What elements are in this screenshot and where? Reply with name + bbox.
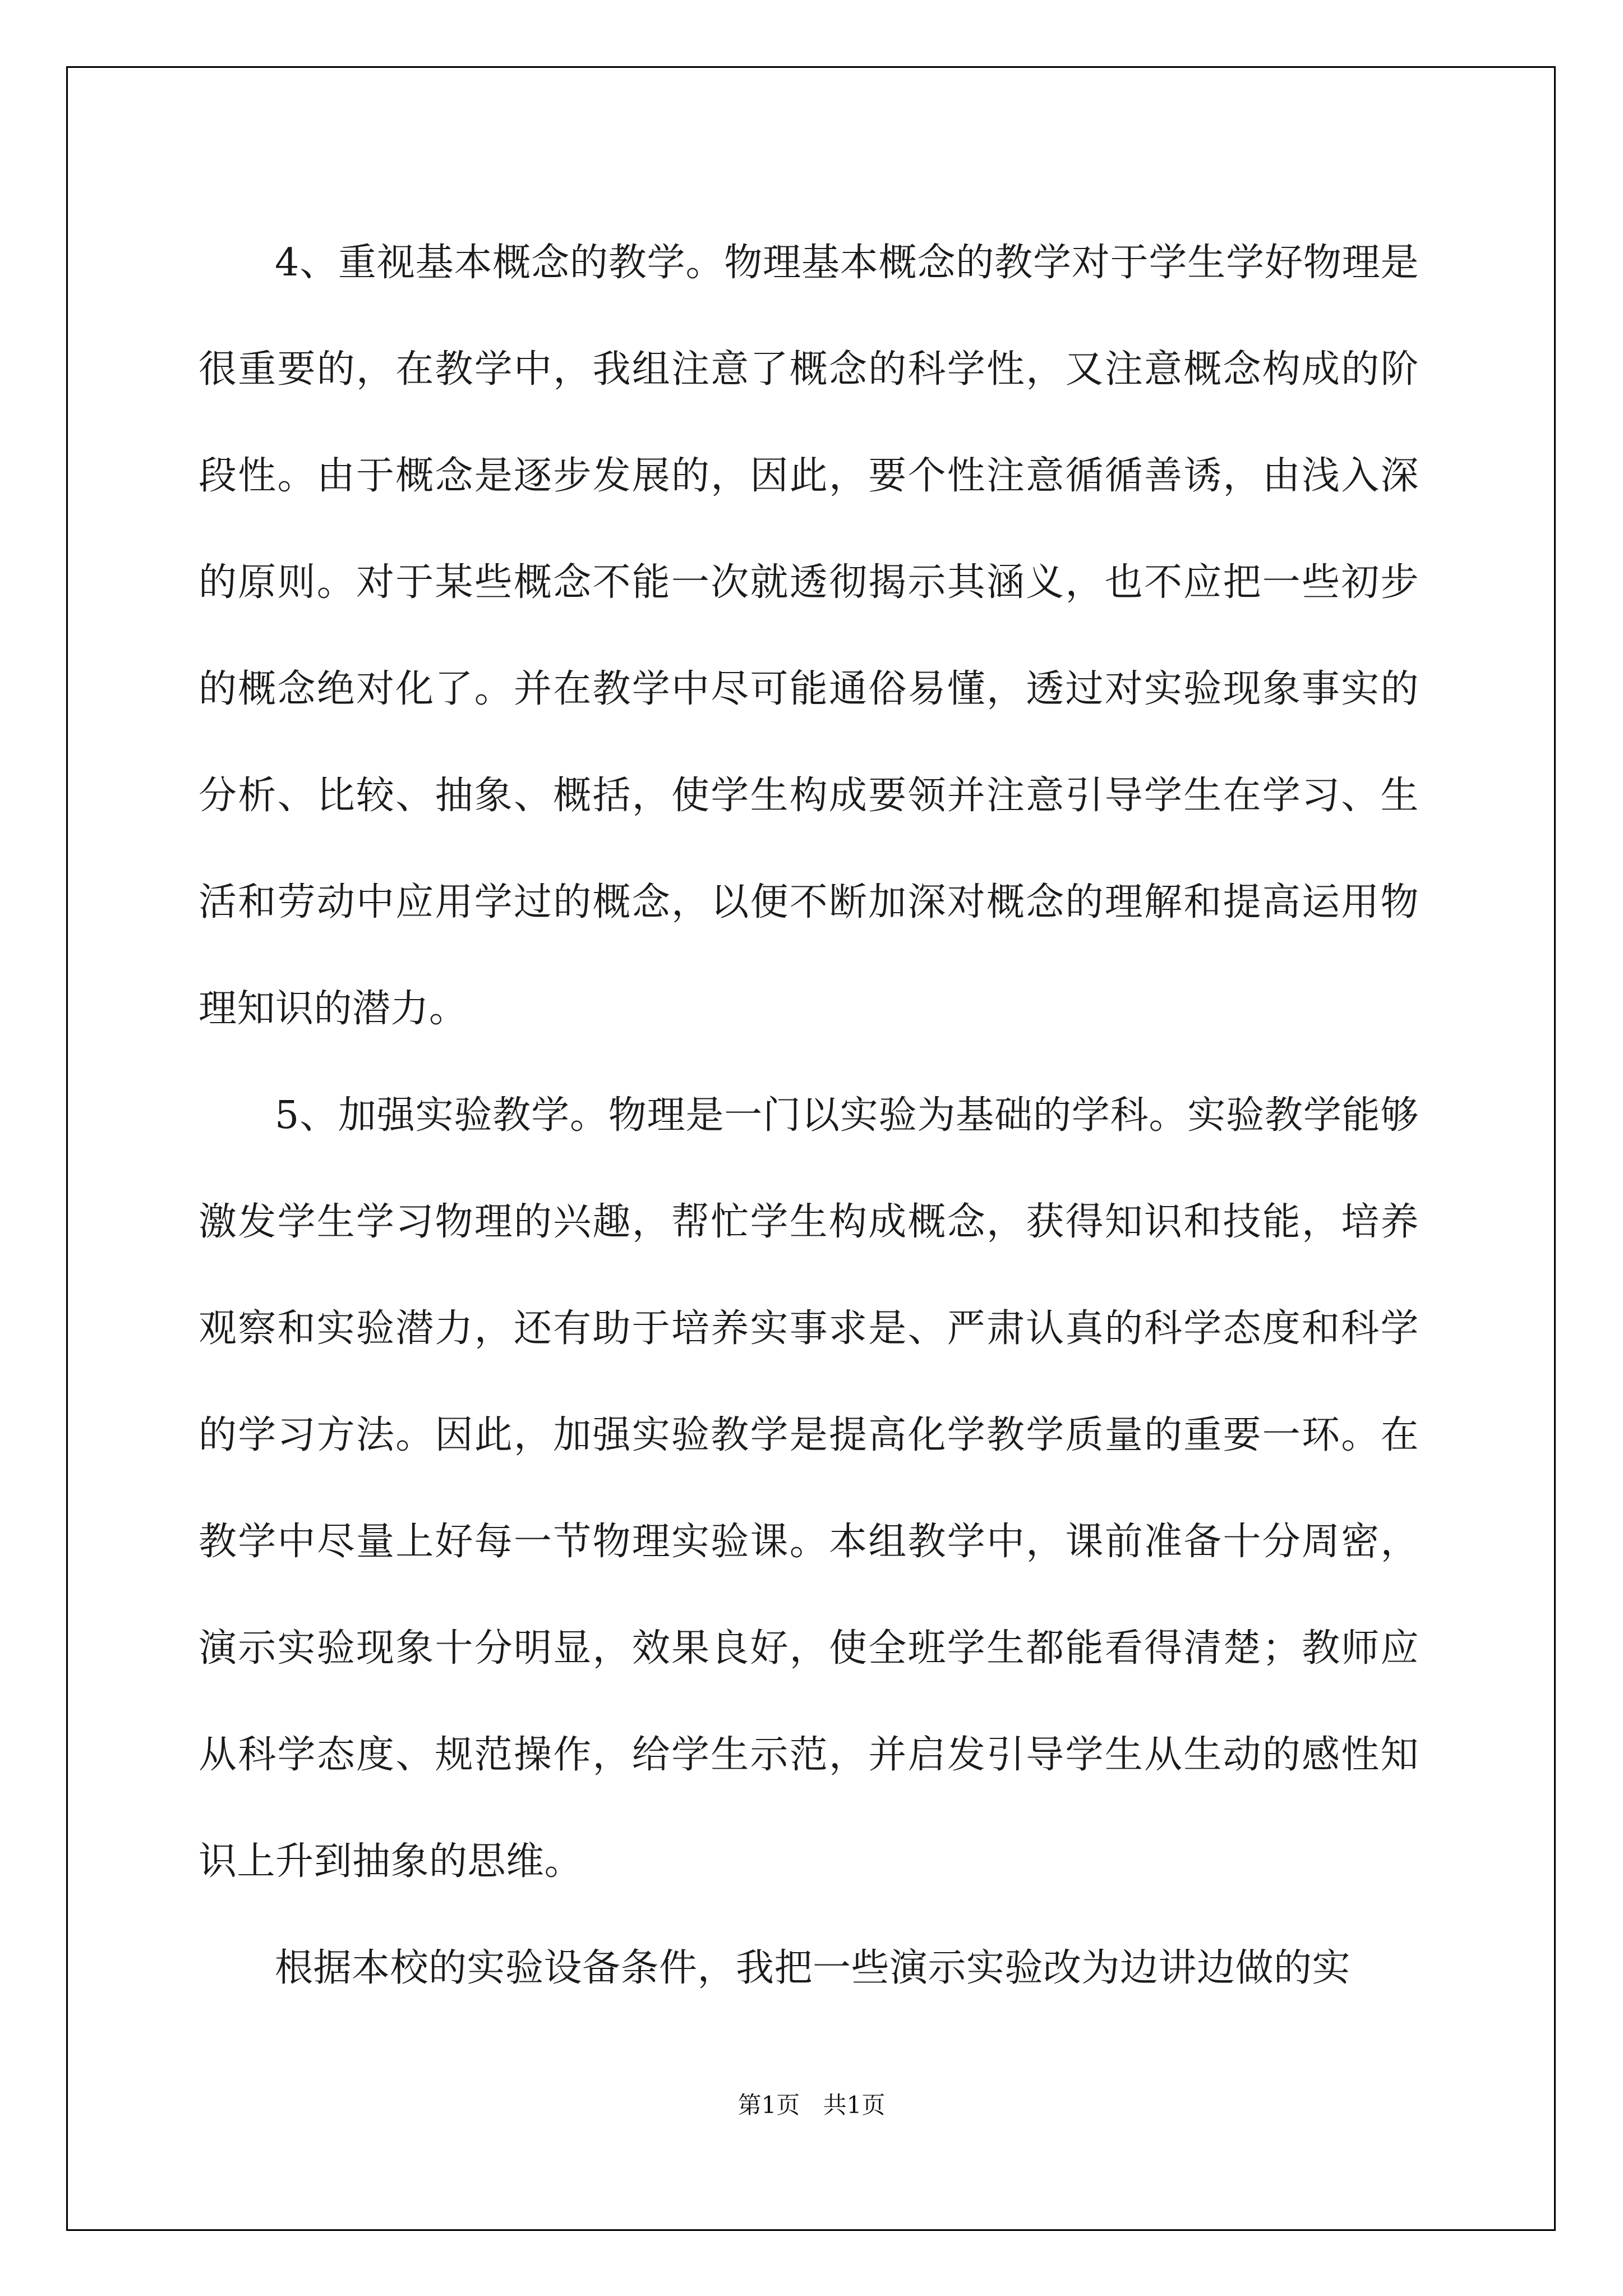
page-total: 共1页 bbox=[823, 2091, 886, 2119]
paragraph-experiment-teaching: 5、加强实验教学。物理是一门以实验为基础的学科。实验教学能够激发学生学习物理的兴趣，帮忙学生构成概念，获得知识和技能，培养观察和实验潜力，还有助于培养实事求是、严肃认真的科学态度和科学的学习方法。因此，加强实验教学是提高化学教学质量的重要一环。在教学中尽量上好每一节物理实验课。本组教学中，课前准备十分周密，演示实验现象十分明显，效果良好，使全班学生都能看得清楚；教师应从科学态度、规范操作，给学生示范，并启发引导学生从生动的感性知识上升到抽象的思维。 bbox=[199, 1093, 1419, 1884]
page-number: 第1页 bbox=[737, 2091, 800, 2119]
document-body bbox=[199, 210, 1419, 2022]
paragraph-lab-equipment: 根据本校的实验设备条件，我把一些演示实验改为边讲边做的实 bbox=[275, 1946, 1351, 1990]
page-footer bbox=[0, 2087, 1623, 2120]
paragraph-concept-teaching: 4、重视基本概念的教学。物理基本概念的教学对于学生学好物理是很重要的，在教学中，我组注意了概念的科学性，又注意概念构成的阶段性。由于概念是逐步发展的，因此，要个性注意循循善诱，由浅入深的原则。对于某些概念不能一次就透彻揭示其涵义，也不应把一些初步的概念绝对化了。并在教学中尽可能通俗易懂，透过对实验现象事实的分析、比较、抽象、概括，使学生构成要领并注意引导学生在学习、生活和劳动中应用学过的概念，以便不断加深对概念的理解和提高运用物理知识的潜力。 bbox=[199, 241, 1419, 1031]
